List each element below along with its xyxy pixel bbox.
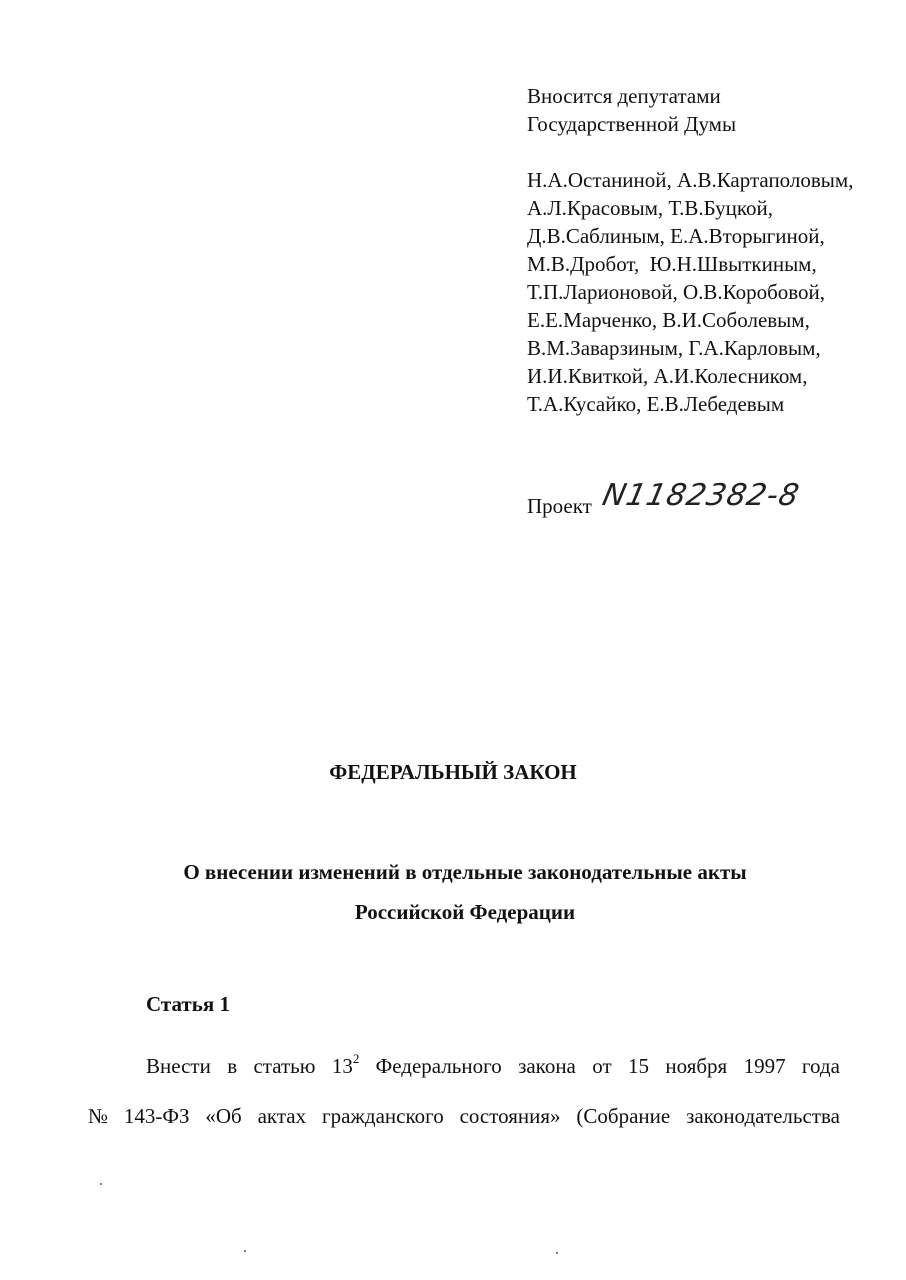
word: закона [518, 1054, 576, 1078]
header-line-2: Государственной Думы [527, 112, 737, 136]
word: (Собрание [576, 1104, 671, 1128]
article-heading: Статья 1 [146, 992, 230, 1016]
word: актах [257, 1104, 307, 1128]
word: 13 [331, 1054, 353, 1078]
author-line: В.М.Заварзиным, Г.А.Карловым, [527, 336, 821, 360]
word: 15 [628, 1054, 649, 1078]
word: года [801, 1054, 840, 1078]
header-line-1: Вносится депутатами [527, 84, 721, 108]
word: 143-ФЗ [123, 1104, 190, 1128]
author-line: И.И.Квиткой, А.И.Колесником, [527, 364, 808, 388]
authors-list [527, 166, 897, 418]
author-line: Д.В.Саблиным, Е.А.Вторыгиной, [527, 224, 825, 248]
author-line: Е.Е.Марченко, В.И.Соболевым, [527, 308, 810, 332]
word: Внести [146, 1054, 211, 1078]
scan-speck [100, 1183, 102, 1185]
word: в [227, 1054, 238, 1078]
word: 1997 [743, 1054, 786, 1078]
article-paragraph [88, 1052, 840, 1130]
author-line: М.В.Дробот, Ю.Н.Швыткиным, [527, 252, 817, 276]
word: гражданского [321, 1104, 444, 1128]
subtitle-line-1: О внесении изменений в отдельные законодательные акты [183, 860, 747, 884]
document-title: ФЕДЕРАЛЬНЫЙ ЗАКОН [329, 760, 577, 784]
author-line: Н.А.Останиной, А.В.Картаполовым, [527, 168, 854, 192]
project-line [527, 478, 803, 520]
scan-speck [244, 1250, 246, 1252]
word-with-superscript [332, 1052, 360, 1080]
word: Федерального [375, 1054, 502, 1078]
word: от [592, 1054, 612, 1078]
word: статью [253, 1054, 316, 1078]
project-number-handwritten: N1182382-8 [599, 478, 803, 513]
header-block [527, 82, 897, 418]
word: № [88, 1104, 109, 1128]
superscript: 2 [352, 1051, 360, 1066]
document-subtitle [60, 852, 870, 932]
scan-speck [556, 1252, 558, 1254]
author-line: Т.А.Кусайко, Е.В.Лебедевым [527, 392, 785, 416]
word: законодательства [686, 1104, 840, 1128]
paragraph-line-2 [88, 1102, 840, 1130]
word: ноября [665, 1054, 728, 1078]
author-line: Т.П.Ларионовой, О.В.Коробовой, [527, 280, 826, 304]
subtitle-line-2: Российской Федерации [354, 900, 576, 924]
paragraph-line-1 [88, 1052, 840, 1080]
word: состояния» [459, 1104, 561, 1128]
word: «Об [205, 1104, 242, 1128]
author-line: А.Л.Красовым, Т.В.Буцкой, [527, 196, 774, 220]
project-label: Проект [527, 494, 592, 518]
